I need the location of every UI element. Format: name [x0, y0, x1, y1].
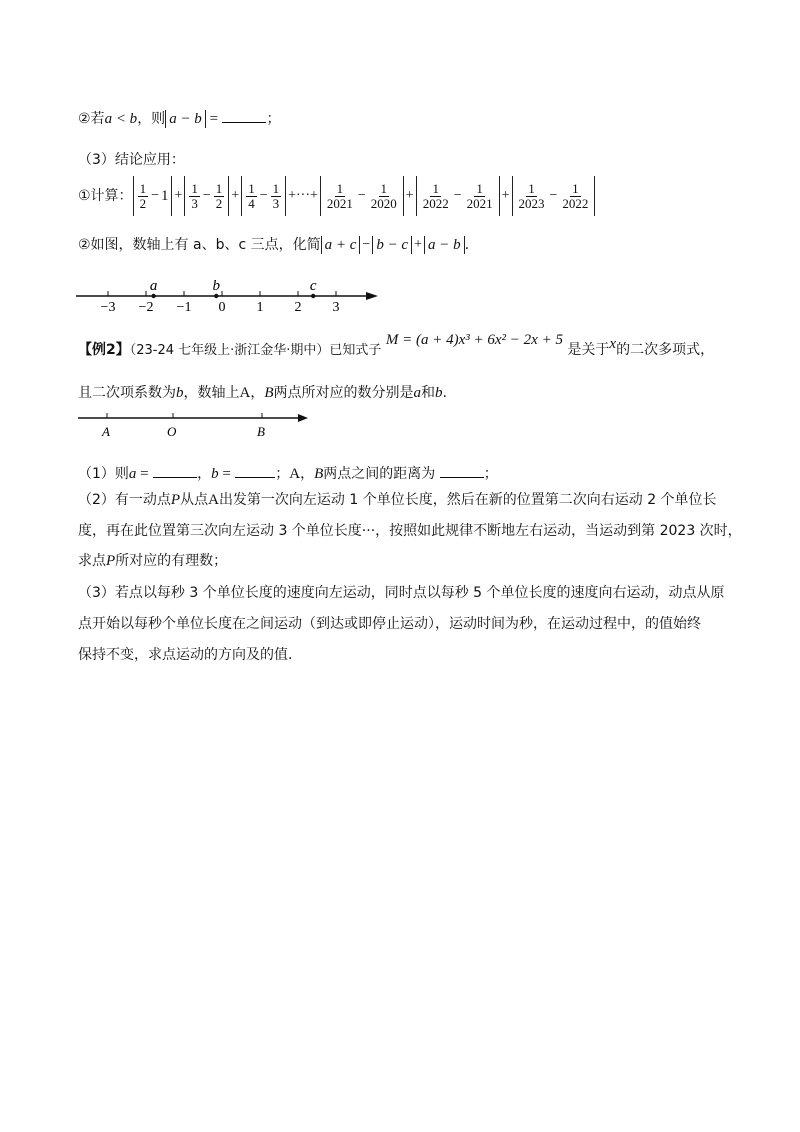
answer-blank-b[interactable] — [235, 463, 275, 478]
axis-arrow — [366, 292, 378, 300]
plus-sign: + — [174, 188, 183, 203]
condition-expr: a < b — [104, 111, 138, 127]
abs-b-minus-c: b − c — [372, 236, 412, 254]
example2-line1: 【例2】（23-24 七年级上·浙江金华·期中）已知式子 M = (a + 4)x³ + 6x² − 2x + 5 是关于x的二次多项式， — [78, 332, 715, 358]
label-B: B — [257, 424, 265, 439]
abs-a-minus-b: a − b — [165, 110, 206, 128]
number-line-abc — [70, 268, 390, 316]
fraction: $\frac{1}{2021}$ — [326, 180, 353, 211]
fraction: $\frac{1}{2022}$ — [562, 180, 589, 211]
point-c — [311, 294, 315, 298]
part3-title: （3）结论应用： — [78, 152, 185, 168]
separator: ，则 — [137, 111, 166, 127]
question2-line2: 度，再在此位置第三次向左运动 3 个单位长度···，按照如此规律不断地左右运动，当运动到第 2023 次时， — [78, 523, 742, 539]
tick-label: −2 — [138, 300, 154, 315]
fraction: $\frac{1}{2023}$ — [518, 180, 545, 211]
tick-label: −3 — [100, 300, 116, 315]
point-b — [214, 294, 218, 298]
item2-text: ②如图，数轴上有 a、b、c 三点，化简 — [78, 237, 321, 253]
fraction: $\frac{1}{2021}$ — [466, 180, 493, 211]
question2-line3: 求点P所对应的有理数； — [78, 553, 228, 569]
label-A: A — [102, 424, 110, 439]
abs-term-5: $\frac{1}{2022}$ − $\frac{1}{2021}$ — [416, 176, 500, 216]
var-b: b — [435, 385, 443, 401]
abs-term-3: $\frac{1}{4}$ − $\frac{1}{3}$ — [241, 176, 286, 216]
point-label-b: b — [212, 278, 221, 294]
point-label-a: a — [149, 278, 158, 294]
fraction: $\frac{1}{2}$ — [215, 180, 223, 211]
var-a: a — [413, 385, 422, 401]
abs-term-2: $\frac{1}{3}$ − $\frac{1}{2}$ — [184, 176, 229, 216]
tick-label: −1 — [176, 300, 192, 315]
tick-label: 3 — [332, 300, 340, 315]
fraction: $\frac{1}{4}$ — [248, 180, 255, 211]
label-O: O — [167, 424, 177, 439]
point-label-c: c — [309, 278, 317, 294]
question1-line: （1）则a = ，b = ；A，B两点之间的距离为 ； — [78, 463, 498, 484]
example-tag: 【例2】 — [78, 342, 130, 358]
ellipsis: +···+ — [288, 188, 318, 203]
abs-term-1: $\frac{1}{2}$ − 1 — [133, 176, 173, 216]
calc-label: ①计算： — [78, 188, 133, 204]
answer-blank-distance[interactable] — [440, 463, 484, 478]
plus-sign: + — [405, 188, 414, 203]
answer-blank-a[interactable] — [153, 463, 197, 478]
fraction: $\frac{1}{3}$ — [191, 180, 198, 211]
fraction: $\frac{1}{2}$ — [139, 180, 147, 211]
example2-line2: 且二次项系数为b，数轴上A，B两点所对应的数分别是a和b. — [78, 385, 447, 401]
point-A-label: A — [239, 385, 251, 401]
var-x: x — [609, 336, 617, 352]
plus-sign: + — [231, 188, 240, 203]
var-b: b — [176, 385, 184, 401]
number-line-AOB — [70, 408, 320, 444]
abs-term-4: $\frac{1}{2021}$ − $\frac{1}{2020}$ — [320, 176, 404, 216]
point-B-label: B — [264, 385, 274, 401]
fraction: $\frac{1}{2022}$ — [422, 180, 449, 211]
abs-a-plus-c: a + c — [321, 236, 361, 254]
fraction: $\frac{1}{2020}$ — [370, 180, 397, 211]
tick-label: 1 — [256, 300, 264, 315]
item2-prefix: ②若 — [78, 111, 105, 127]
abs-term-6: $\frac{1}{2023}$ − $\frac{1}{2022}$ — [512, 176, 596, 216]
tick-label: 0 — [218, 300, 226, 315]
line-end: ； — [266, 111, 281, 127]
part2-item2-line — [78, 108, 280, 129]
formula-M: M = (a + 4)x³ + 6x² − 2x + 5 — [385, 332, 563, 348]
question2-line1: （2）有一动点P从点A出发第一次向左运动 1 个单位长度，然后在新的位置第二次向右运动 2 个单位长 — [78, 492, 717, 508]
equals-sign: = — [205, 111, 219, 127]
fraction: $\frac{1}{3}$ — [272, 180, 280, 211]
plus-sign: + — [501, 188, 510, 203]
example-source: （23-24 七年级上·浙江金华·期中）已知式子 — [129, 343, 382, 358]
tick-label: 2 — [294, 300, 302, 315]
point-a — [151, 294, 155, 298]
axis-arrow — [298, 414, 308, 422]
part3-item2-line: ②如图，数轴上有 a、b、c 三点，化简 a + c − b − c + a − b . — [78, 237, 470, 253]
abs-a-minus-b: a − b — [424, 236, 465, 254]
question3-line2: 点开始以每秒个单位长度在之间运动（到达或即停止运动），运动时间为秒，在运动过程中，的值始终 — [78, 616, 701, 632]
question3-line3: 保持不变，求点运动的方向及的值. — [78, 647, 293, 663]
calc-line — [78, 176, 595, 216]
question3-line1: （3）若点以每秒 3 个单位长度的速度向左运动，同时点以每秒 5 个单位长度的速度向右运动，动点从原 — [78, 585, 725, 601]
answer-blank[interactable] — [222, 108, 266, 123]
